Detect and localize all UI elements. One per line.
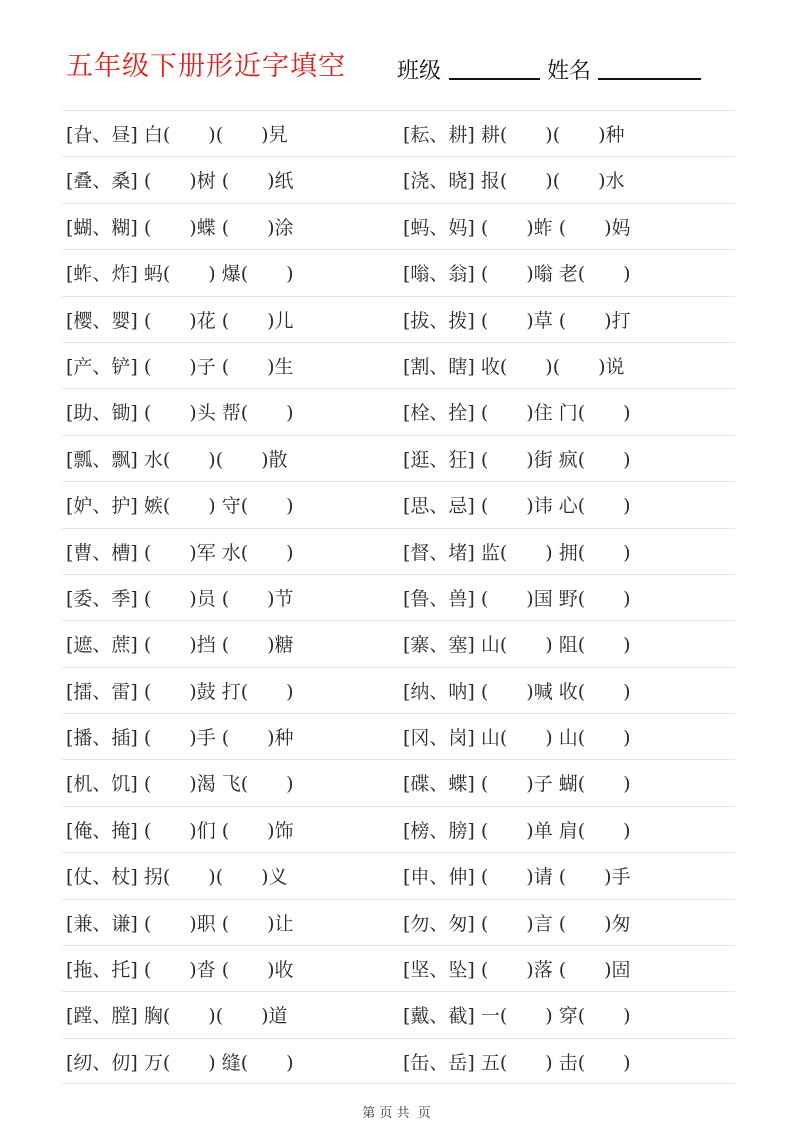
exercise-left-item: [擂、雷] ( )鼓 打( ) xyxy=(66,680,294,703)
exercise-right-item: [栓、拴] ( )住 门( ) xyxy=(403,402,631,425)
exercise-right-item: [戴、截] 一( ) 穿( ) xyxy=(403,1005,631,1028)
page-footer: 第 页 共 页 xyxy=(362,1106,431,1121)
exercise-left-item: [机、饥] ( )渴 飞( ) xyxy=(66,773,294,796)
exercise-row xyxy=(62,249,735,295)
exercise-row xyxy=(62,991,735,1037)
exercise-left-item: [蚱、炸] 蚂( ) 爆( ) xyxy=(66,263,294,286)
exercise-right-item: [寨、塞] 山( ) 阻( ) xyxy=(403,634,631,657)
exercise-right-item: [勿、匆] ( )言 ( )匆 xyxy=(403,912,631,935)
exercise-row xyxy=(62,667,735,713)
exercise-row xyxy=(62,388,735,434)
exercise-row xyxy=(62,852,735,898)
exercise-right-item: [坚、坠] ( )落 ( )固 xyxy=(403,959,631,982)
exercise-right-item: [耘、耕] 耕( )( )种 xyxy=(403,124,625,146)
exercise-right-item: [榜、膀] ( )单 肩( ) xyxy=(403,819,631,842)
exercise-row xyxy=(62,713,735,759)
exercise-right-item: [思、忌] ( )讳 心( ) xyxy=(403,495,631,518)
exercise-right-item: [申、伸] ( )请 ( )手 xyxy=(403,866,631,889)
exercise-right-item: [浇、晓] 报( )( )水 xyxy=(403,170,625,193)
exercise-right-item: [嗡、翁] ( )嗡 老( ) xyxy=(403,263,631,286)
exercise-left-item: [播、插] ( )手 ( )种 xyxy=(66,727,294,750)
exercise-left-item: [樱、婴] ( )花 ( )儿 xyxy=(66,309,294,332)
exercise-left-item: [遮、蔗] ( )挡 ( )糖 xyxy=(66,634,294,657)
exercise-row xyxy=(62,759,735,805)
worksheet-title: 五年级下册形近字填空 xyxy=(66,51,346,82)
exercise-row xyxy=(62,203,735,249)
exercise-row xyxy=(62,435,735,481)
exercise-right-item: [鲁、兽] ( )国 野( ) xyxy=(403,587,631,610)
exercise-left-item: [蹚、膛] 胸( )( )道 xyxy=(66,1005,288,1028)
exercise-right-item: [纳、呐] ( )喊 收( ) xyxy=(403,680,631,703)
exercise-left-item: [仗、杖] 拐( )( )义 xyxy=(66,866,288,889)
exercise-left-item: [叠、桑] ( )树 ( )纸 xyxy=(66,170,294,193)
name-label: 姓名 xyxy=(547,59,592,84)
exercise-right-item: [拔、拨] ( )草 ( )打 xyxy=(403,309,631,332)
exercise-left-item: [兼、谦] ( )职 ( )让 xyxy=(66,912,294,935)
exercise-row xyxy=(62,528,735,574)
exercise-row xyxy=(62,296,735,342)
exercise-table xyxy=(62,110,735,1084)
exercise-left-item: [助、锄] ( )头 帮( ) xyxy=(66,402,294,425)
exercise-right-item: [逛、狂] ( )街 疯( ) xyxy=(403,448,631,471)
exercise-row xyxy=(62,620,735,666)
exercise-left-item: [拖、托] ( )沓 ( )收 xyxy=(66,959,294,982)
exercise-left-item: [俺、掩] ( )们 ( )饰 xyxy=(66,819,294,842)
exercise-left-item: [旮、昼] 白( )( )旯 xyxy=(66,124,288,146)
exercise-row xyxy=(62,574,735,620)
exercise-right-item: [割、瞎] 收( )( )说 xyxy=(403,355,625,378)
exercise-right-item: [蚂、妈] ( )蚱 ( )妈 xyxy=(403,216,631,239)
exercise-row xyxy=(62,342,735,388)
exercise-left-item: [曹、槽] ( )军 水( ) xyxy=(66,541,294,564)
exercise-left-item: [纫、仞] 万( ) 缝( ) xyxy=(66,1051,294,1074)
exercise-left-item: [瓢、飘] 水( )( )散 xyxy=(66,448,288,471)
exercise-left-item: [蝴、糊] ( )蝶 ( )涂 xyxy=(66,216,294,239)
exercise-row xyxy=(62,110,735,156)
exercise-right-item: [督、堵] 监( ) 拥( ) xyxy=(403,541,631,564)
worksheet-header xyxy=(0,0,793,100)
exercise-row xyxy=(62,156,735,202)
class-blank-line xyxy=(449,78,540,80)
exercise-left-item: [产、铲] ( )子 ( )生 xyxy=(66,355,294,378)
exercise-left-item: [委、季] ( )员 ( )节 xyxy=(66,587,294,610)
exercise-row xyxy=(62,899,735,945)
exercise-left-item: [妒、护] 嫉( ) 守( ) xyxy=(66,495,294,518)
exercise-row xyxy=(62,945,735,991)
exercise-row xyxy=(62,481,735,527)
exercise-row xyxy=(62,1038,735,1084)
class-label: 班级 xyxy=(397,59,442,84)
exercise-right-item: [冈、岗] 山( ) 山( ) xyxy=(403,727,631,750)
exercise-row xyxy=(62,806,735,852)
name-blank-line xyxy=(598,78,701,80)
exercise-right-item: [碟、蝶] ( )子 蝴( ) xyxy=(403,773,631,796)
exercise-right-item: [缶、岳] 五( ) 击( ) xyxy=(403,1051,631,1074)
